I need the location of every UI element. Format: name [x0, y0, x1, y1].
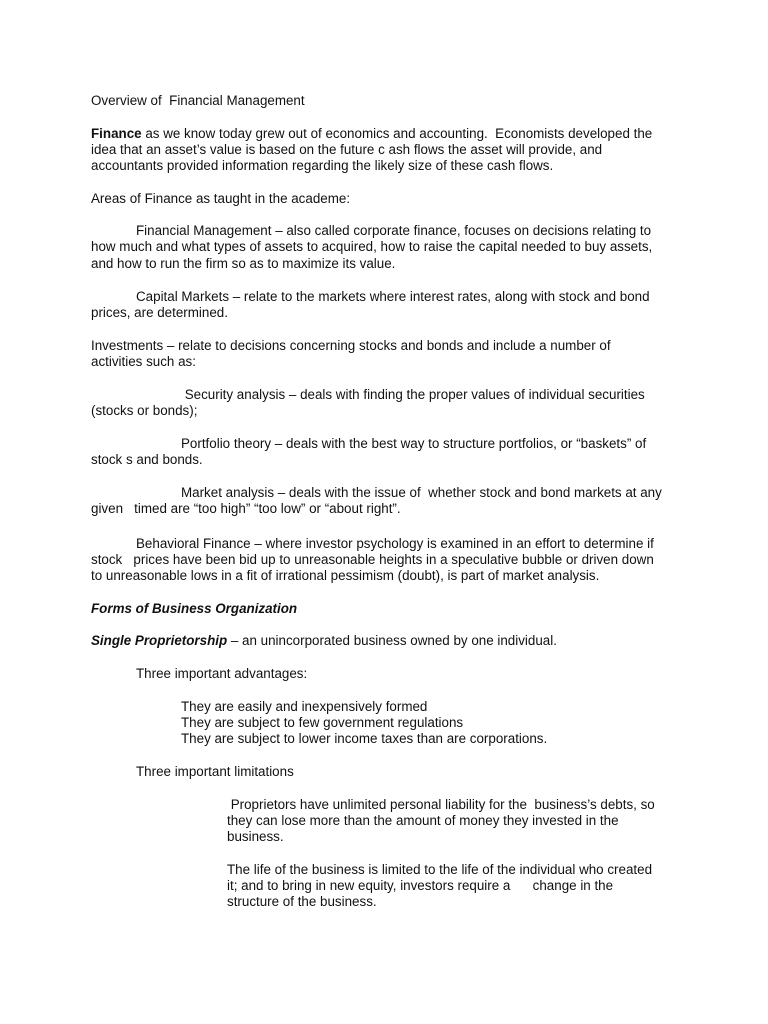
- security-line-1: Security analysis – deals with finding the proper values of individual securities: [181, 387, 645, 402]
- market-line-2: given timed are “too high” “too low” or “about right”.: [91, 501, 401, 516]
- behavioral-line-2: stock prices have been bid up to unreasonable heights in a speculative bubble or driven down: [91, 552, 654, 567]
- limitation-2-line-1: The life of the business is limited to the life of the individual who created: [227, 862, 653, 877]
- sole-proprietorship-term: Single Proprietorship: [91, 633, 228, 648]
- advantages-heading: Three important advantages:: [136, 666, 308, 681]
- cap-markets-line-1: Capital Markets – relate to the markets where interest rates, along with stock and bond: [136, 289, 650, 304]
- advantage-item: They are easily and inexpensively formed: [181, 699, 428, 714]
- limitation-1-line-1: Proprietors have unlimited personal liability for the business’s debts, so: [227, 797, 655, 812]
- security-line-2: (stocks or bonds);: [91, 403, 198, 418]
- portfolio-line-1: Portfolio theory – deals with the best way to structure portfolios, or “baskets” of: [181, 436, 647, 451]
- limitation-1-line-2: they can lose more than the amount of money they invested in the: [227, 813, 619, 828]
- fin-mgmt-line-1: Financial Management – also called corporate finance, focuses on decisions relating to: [136, 223, 652, 238]
- finance-paragraph-line-2: idea that an asset’s value is based on the future c ash flows the asset will provide, and: [91, 142, 603, 157]
- finance-term: Finance: [91, 126, 142, 141]
- limitation-2-line-2: it; and to bring in new equity, investors require a change in the: [227, 878, 614, 893]
- cap-markets-line-2: prices, are determined.: [91, 305, 228, 320]
- market-line-1: Market analysis – deals with the issue of whether stock and bond markets at any: [181, 485, 662, 500]
- behavioral-line-3: to unreasonable lows in a fit of irrational pessimism (doubt), is part of market analysis.: [91, 568, 600, 583]
- forms-heading: Forms of Business Organization: [91, 601, 298, 616]
- document-title: Overview of Financial Management: [91, 93, 305, 108]
- areas-heading: Areas of Finance as taught in the academe:: [91, 191, 351, 206]
- advantage-item: They are subject to few government regulations: [181, 715, 464, 730]
- limitation-1-line-3: business.: [227, 829, 284, 844]
- finance-paragraph-line-3: accountants provided information regarding the likely size of these cash flows.: [91, 158, 554, 173]
- fin-mgmt-line-3: and how to run the firm so as to maximize its value.: [91, 256, 396, 271]
- fin-mgmt-line-2: how much and what types of assets to acquired, how to raise the capital needed to buy assets,: [91, 239, 653, 254]
- limitations-heading: Three important limitations: [136, 764, 294, 779]
- investments-line-2: activities such as:: [91, 354, 196, 369]
- sole-proprietorship-line: Single Proprietorship – an unincorporated business owned by one individual.: [91, 633, 557, 648]
- behavioral-line-1: Behavioral Finance – where investor psychology is examined in an effort to determine if: [136, 536, 654, 551]
- limitation-2-line-3: structure of the business.: [227, 894, 377, 909]
- advantage-item: They are subject to lower income taxes than are corporations.: [181, 731, 548, 746]
- portfolio-line-2: stock s and bonds.: [91, 452, 203, 467]
- finance-paragraph-line-1: Finance as we know today grew out of economics and accounting. Economists developed the: [91, 126, 653, 141]
- investments-line-1: Investments – relate to decisions concerning stocks and bonds and include a number of: [91, 338, 611, 353]
